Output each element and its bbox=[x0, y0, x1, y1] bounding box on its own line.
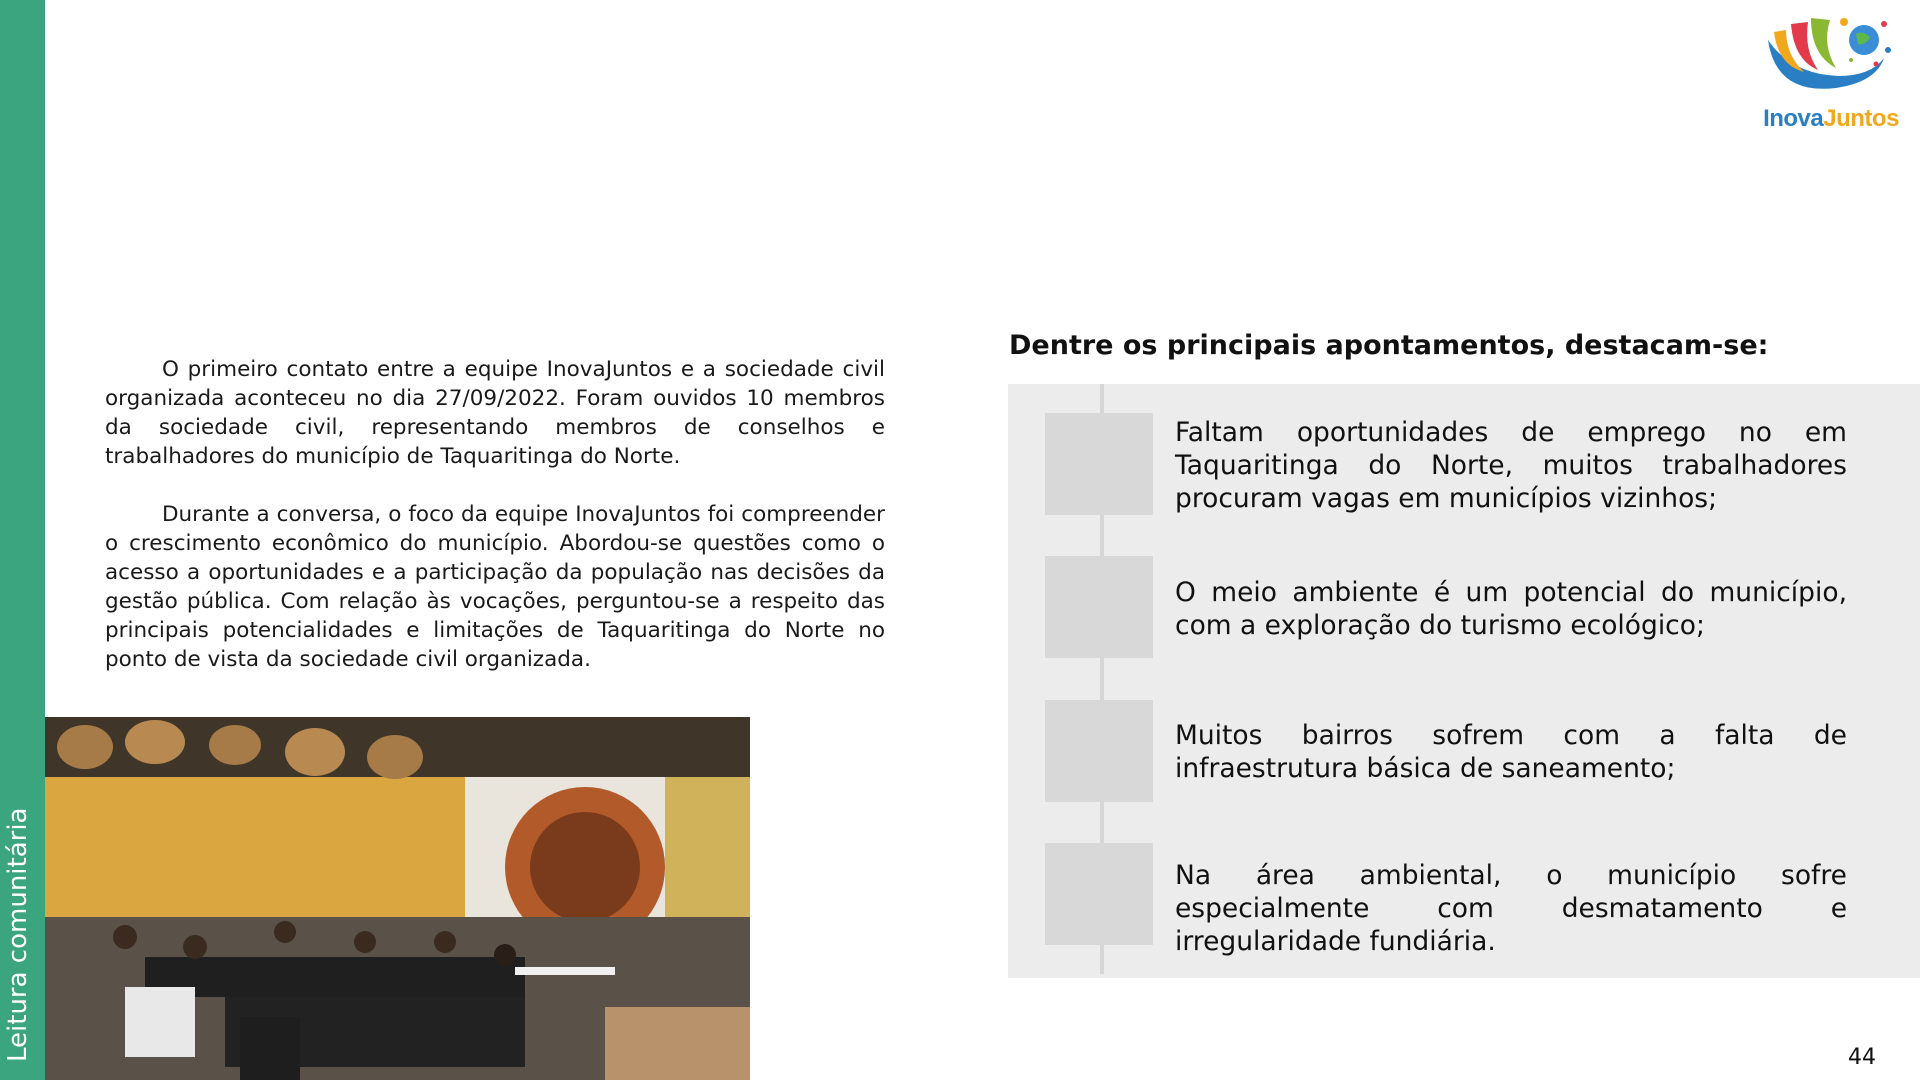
highlight-marker-1 bbox=[1045, 413, 1153, 515]
highlight-marker-2 bbox=[1045, 556, 1153, 658]
inovajuntos-logo-icon bbox=[1756, 10, 1906, 140]
sidebar-label: Leitura comunitária bbox=[3, 807, 33, 1062]
intro-paragraph-2: Durante a conversa, o foco da equipe InovaJuntos foi compreender o crescimento econômico do município. Abordou-se questões como o acesso a oportunidades e a participação da população nas decisões da gestão pública. Com relação às vocações, perguntou-se a respeito das principais potencialidades e limitações de Taquaritinga do Norte no ponto de vista da sociedade civil organizada. bbox=[105, 502, 885, 672]
meeting-photo-icon bbox=[45, 717, 750, 1080]
intro-paragraph-1: O primeiro contato entre a equipe InovaJuntos e a sociedade civil organizada aconteceu no dia 27/09/2022. Foram ouvidos 10 membros da sociedade civil, representando membros de conselhos e trabalhadores do município de Taquaritinga do Norte. bbox=[105, 357, 885, 469]
highlight-item-3: Muitos bairros sofrem com a falta de infraestrutura básica de saneamento; bbox=[1175, 720, 1847, 784]
logo-wordmark bbox=[1756, 105, 1906, 133]
highlight-marker-4 bbox=[1045, 843, 1153, 945]
logo-wordmark-part1: Inova bbox=[1763, 105, 1824, 132]
highlight-item-1: Faltam oportunidades de emprego no em Taquaritinga do Norte, muitos trabalhadores procuram vagas em municípios vizinhos; bbox=[1175, 417, 1847, 514]
logo-wordmark-part2: Juntos bbox=[1823, 105, 1899, 132]
page-number: 44 bbox=[1848, 1045, 1876, 1070]
highlight-marker-3 bbox=[1045, 700, 1153, 802]
highlight-item-4: Na área ambiental, o município sofre especialmente com desmatamento e irregularidade fundiária. bbox=[1175, 860, 1847, 957]
logo-graphic bbox=[1756, 10, 1906, 105]
intro-text bbox=[105, 355, 885, 703]
meeting-photo bbox=[45, 717, 750, 1080]
highlight-item-2: O meio ambiente é um potencial do município, com a exploração do turismo ecológico; bbox=[1175, 577, 1847, 641]
highlights-heading: Dentre os principais apontamentos, destacam-se: bbox=[1009, 330, 1769, 361]
